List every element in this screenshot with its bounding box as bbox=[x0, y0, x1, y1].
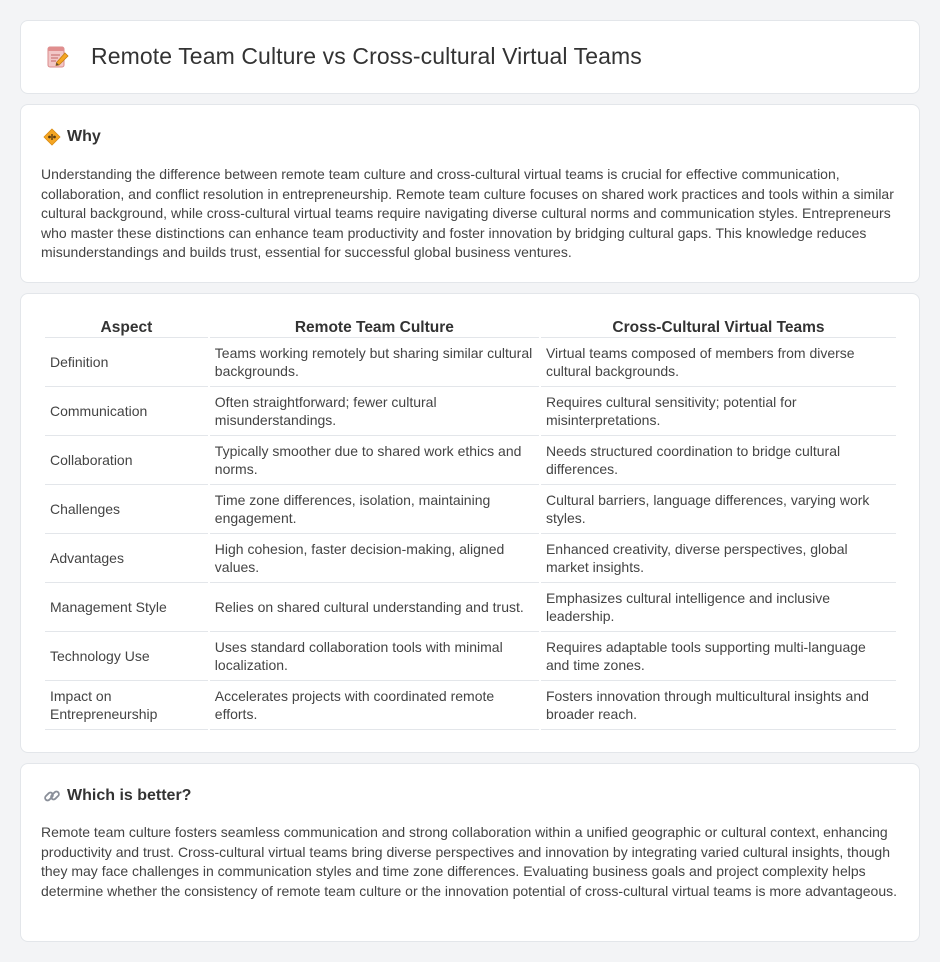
table-row bbox=[45, 485, 896, 534]
table-row bbox=[45, 436, 896, 485]
why-text: Understanding the difference between remote team culture and cross-cultural virtual teams is crucial for effective communication, collaboration, and conflict resolution in entrepreneurship. Remote team culture focuses on shared work practices and tools within a similar cultural background, while cross-cultural virtual teams require navigating diverse cultural norms and communication styles. Entrepreneurs who master these distinctions can enhance team productivity and foster innovation by bridging cultural gaps. This knowledge reduces misunderstandings and builds trust, essential for successful global business ventures. bbox=[41, 166, 894, 260]
title-row bbox=[45, 43, 642, 70]
aspect-cell: Challenges bbox=[45, 485, 208, 534]
header-remote-team-culture: Remote Team Culture bbox=[210, 316, 539, 338]
aspect-cell: Definition bbox=[45, 338, 208, 387]
why-card bbox=[20, 104, 920, 283]
table-row bbox=[45, 338, 896, 387]
cross-cultural-cell: Emphasizes cultural intelligence and inclusive leadership. bbox=[541, 583, 896, 632]
cross-cultural-cell: Requires adaptable tools supporting multi-language and time zones. bbox=[541, 632, 896, 681]
remote-cell: Time zone differences, isolation, maintaining engagement. bbox=[210, 485, 539, 534]
remote-cell: Teams working remotely but sharing similar cultural backgrounds. bbox=[210, 338, 539, 387]
remote-cell: Uses standard collaboration tools with minimal localization. bbox=[210, 632, 539, 681]
table-header-row bbox=[45, 316, 896, 338]
title-card bbox=[20, 20, 920, 94]
page-title: Remote Team Culture vs Cross-cultural Virtual Teams bbox=[91, 43, 642, 69]
cross-cultural-cell: Cultural barriers, language differences, varying work styles. bbox=[541, 485, 896, 534]
cross-cultural-cell: Virtual teams composed of members from diverse cultural backgrounds. bbox=[541, 338, 896, 387]
why-heading bbox=[43, 128, 101, 146]
table-row bbox=[45, 632, 896, 681]
header-aspect: Aspect bbox=[45, 316, 208, 338]
why-title: Why bbox=[67, 128, 101, 145]
cross-cultural-cell: Fosters innovation through multicultural insights and broader reach. bbox=[541, 681, 896, 730]
which-is-better-card bbox=[20, 763, 920, 942]
link-icon bbox=[43, 787, 61, 805]
better-title: Which is better? bbox=[67, 787, 192, 804]
aspect-cell: Advantages bbox=[45, 534, 208, 583]
header-cross-cultural-virtual-teams: Cross-Cultural Virtual Teams bbox=[541, 316, 896, 338]
better-heading bbox=[43, 787, 191, 805]
diamond-sign-icon bbox=[43, 128, 61, 146]
table-row bbox=[45, 534, 896, 583]
table-row bbox=[45, 583, 896, 632]
remote-cell: Often straightforward; fewer cultural misunderstandings. bbox=[210, 387, 539, 436]
aspect-cell: Collaboration bbox=[45, 436, 208, 485]
table-row bbox=[45, 387, 896, 436]
table-row bbox=[45, 681, 896, 730]
aspect-cell: Impact on Entrepreneurship bbox=[45, 681, 208, 730]
cross-cultural-cell: Needs structured coordination to bridge cultural differences. bbox=[541, 436, 896, 485]
remote-cell: Typically smoother due to shared work ethics and norms. bbox=[210, 436, 539, 485]
remote-cell: Relies on shared cultural understanding and trust. bbox=[210, 583, 539, 632]
aspect-cell: Management Style bbox=[45, 583, 208, 632]
comparison-card bbox=[20, 293, 920, 753]
cross-cultural-cell: Requires cultural sensitivity; potential for misinterpretations. bbox=[541, 387, 896, 436]
aspect-cell: Technology Use bbox=[45, 632, 208, 681]
better-text: Remote team culture fosters seamless communication and strong collaboration within a unified geographic or cultural context, enhancing productivity and trust. Cross-cultural virtual teams bring diverse perspectives and innovation by integrating varied cultural insights, though they may face challenges in communication styles and time zone differences. Evaluating business goals and project complexity helps determine whether the consistency of remote team culture or the innovation potential of cross-cultural virtual teams is more advantageous. bbox=[41, 824, 897, 899]
notepad-pencil-icon bbox=[45, 44, 71, 70]
cross-cultural-cell: Enhanced creativity, diverse perspectives, global market insights. bbox=[541, 534, 896, 583]
remote-cell: High cohesion, faster decision-making, aligned values. bbox=[210, 534, 539, 583]
remote-cell: Accelerates projects with coordinated remote efforts. bbox=[210, 681, 539, 730]
aspect-cell: Communication bbox=[45, 387, 208, 436]
comparison-table bbox=[43, 316, 898, 730]
